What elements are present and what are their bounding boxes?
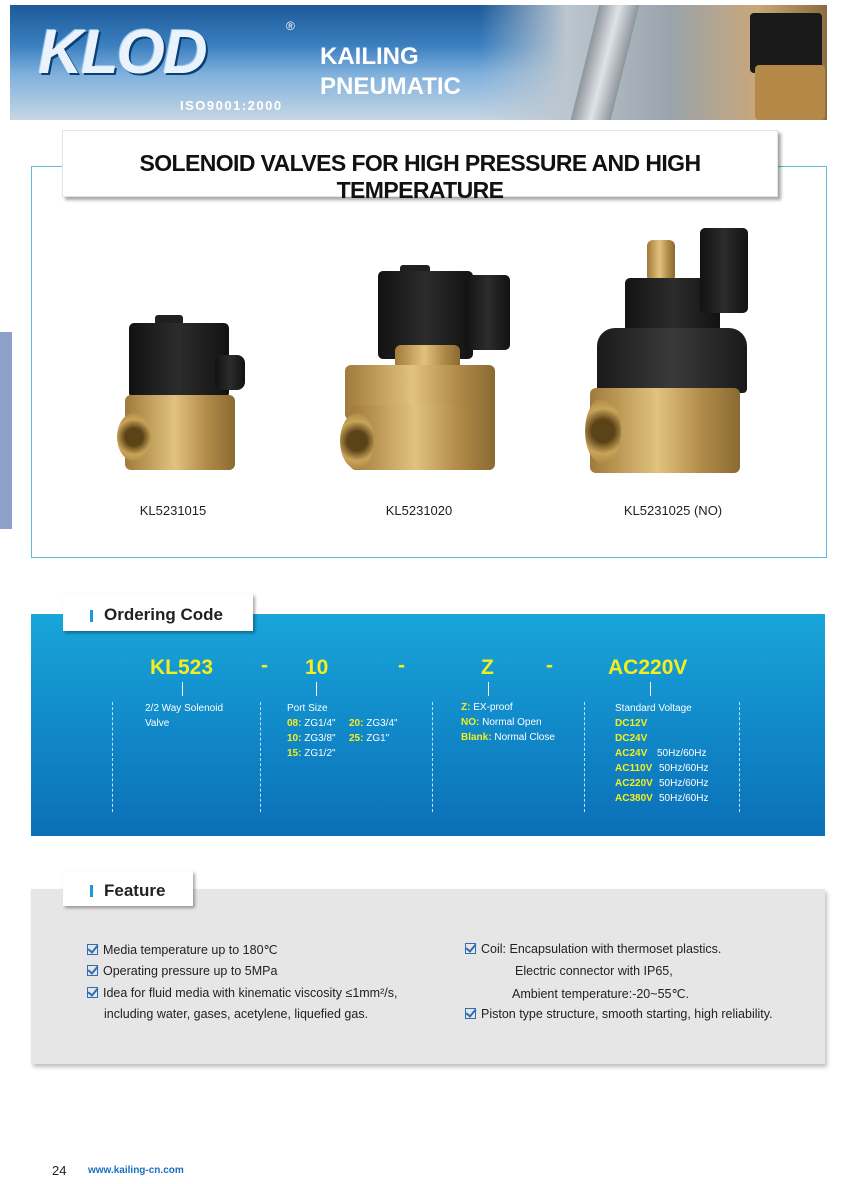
column-divider bbox=[112, 702, 113, 812]
feature-item: Media temperature up to 180℃ bbox=[87, 942, 278, 957]
side-accent-bar bbox=[0, 332, 12, 529]
website-link[interactable]: www.kailing-cn.com bbox=[88, 1165, 184, 1176]
code-connector-line bbox=[650, 682, 651, 696]
code-connector-line bbox=[488, 682, 489, 696]
voltage-description: Standard Voltage DC12V DC24V AC24V 50Hz/60Hz AC110V 50Hz/60Hz AC220V 50Hz/60Hz AC380V 50Hz/60Hz bbox=[615, 703, 709, 804]
code-function: Z bbox=[481, 656, 494, 679]
title-card bbox=[62, 130, 778, 203]
column-divider bbox=[584, 702, 585, 812]
checkbox-icon bbox=[87, 965, 98, 976]
feature-item-continuation: Electric connector with IP65, bbox=[515, 964, 673, 978]
code-connector-line bbox=[182, 682, 183, 696]
checkbox-icon bbox=[465, 943, 476, 954]
function-description: Z: EX-proof NO: Normal Open Blank: Normal Close bbox=[461, 702, 555, 743]
feature-item-continuation: Ambient temperature:-20~55℃. bbox=[512, 987, 689, 1001]
checkbox-icon bbox=[465, 1008, 476, 1019]
column-divider bbox=[739, 702, 740, 812]
code-separator: - bbox=[261, 654, 268, 677]
registered-mark: ® bbox=[286, 19, 295, 33]
feature-item-continuation: including water, gases, acetylene, liquefied gas. bbox=[104, 1007, 369, 1021]
brand-name-line1: KAILING bbox=[320, 43, 419, 70]
product-label: KL5231020 bbox=[385, 503, 453, 518]
header-banner bbox=[10, 5, 827, 120]
code-port-size: 10 bbox=[305, 656, 329, 679]
page-number: 24 bbox=[52, 1163, 67, 1178]
tab-marker bbox=[90, 885, 93, 897]
product-image-kl5231025 bbox=[585, 228, 765, 478]
page-title: SOLENOID VALVES FOR HIGH PRESSURE AND HIGH TEMPERATURE bbox=[139, 150, 701, 203]
feature-item: Operating pressure up to 5MPa bbox=[87, 964, 277, 978]
code-series: KL523 bbox=[150, 656, 214, 679]
ordering-code-heading: Ordering Code bbox=[104, 605, 224, 624]
feature-item: Idea for fluid media with kinematic viscosity ≤1mm²/s, bbox=[87, 986, 397, 1000]
series-description: 2/2 Way Solenoid Valve bbox=[145, 703, 224, 729]
voltage-title: Standard Voltage bbox=[615, 703, 692, 714]
product-label: KL5231025 (NO) bbox=[623, 503, 723, 518]
product-label: KL5231015 bbox=[139, 503, 207, 518]
code-separator: - bbox=[398, 654, 405, 677]
feature-heading: Feature bbox=[104, 881, 166, 900]
product-image-kl5231015 bbox=[115, 315, 255, 475]
feature-item: Piston type structure, smooth starting, high reliability. bbox=[465, 1007, 773, 1021]
port-size-title: Port Size bbox=[287, 703, 328, 714]
feature-item: Coil: Encapsulation with thermoset plastics. bbox=[465, 942, 721, 956]
column-divider bbox=[260, 702, 261, 812]
banner-valve-body-graphic bbox=[755, 65, 825, 120]
product-image-kl5231020 bbox=[340, 265, 510, 475]
code-voltage: AC220V bbox=[608, 656, 688, 679]
brand-name-line2: PNEUMATIC bbox=[320, 73, 461, 100]
code-connector-line bbox=[316, 682, 317, 696]
checkbox-icon bbox=[87, 987, 98, 998]
company-logo: KLOD bbox=[38, 18, 206, 87]
iso-certification: ISO9001:2000 bbox=[180, 98, 283, 113]
port-size-description: Port Size 08: ZG1/4" 20: ZG3/4" 10: ZG3/8" 25: ZG1" 15: ZG1/2" bbox=[287, 701, 437, 761]
checkbox-icon bbox=[87, 944, 98, 955]
tab-marker bbox=[90, 610, 93, 622]
banner-valve-coil-graphic bbox=[750, 13, 822, 73]
code-separator: - bbox=[546, 654, 553, 677]
